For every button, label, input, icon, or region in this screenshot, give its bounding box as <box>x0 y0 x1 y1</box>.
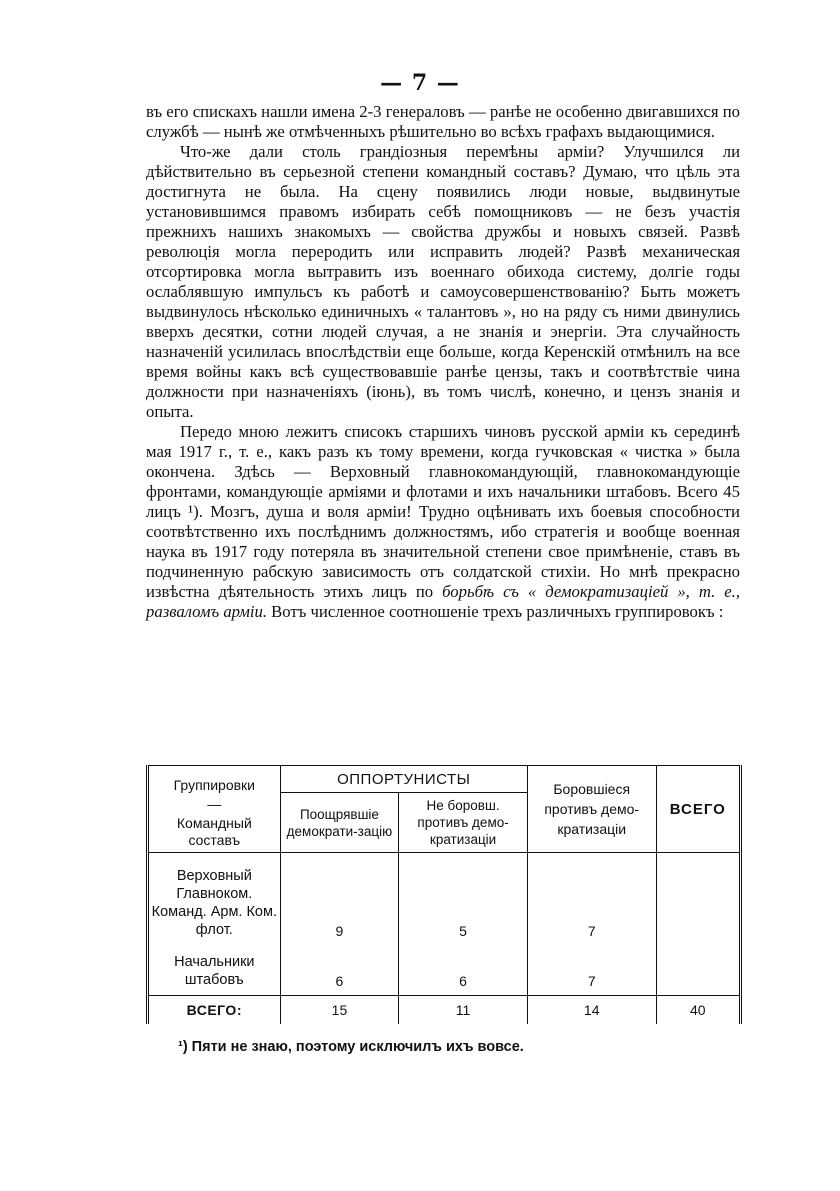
header-fighting: Боровшіеся противъ демо-кратизаціи <box>527 766 656 853</box>
row2-label: Начальники штабовъ <box>148 953 281 996</box>
row2-value-not-fighting: 6 <box>399 953 528 996</box>
paragraph-1: въ его спискахъ нашли имена 2-3 генераловъ — ранѣе не особенно двигавшихся по службѣ — нынѣ же отмѣченныхъ рѣшительно во всѣхъ графахъ выдающимися. <box>146 102 740 141</box>
body-text <box>146 102 740 622</box>
paragraph-3-main: Передо мною лежитъ списокъ старшихъ чиновъ русской арміи къ серединѣ мая 1917 г., т. е., какъ разъ къ тому времени, когда гучковская « чистка » была окончена. Здѣсь — Верховный главнокомандующій, главнокомандующіе фронтами, командующіе арміями и флотами и ихъ начальники штабовъ. Всего 45 лицъ ¹). Мозгъ, душа и воля арміи! Трудно оцѣнивать ихъ боевыя способности соотвѣтственно ихъ послѣднимъ должностямъ, ибо стратегія и вообще военная наука въ 1917 году потеряла въ значительной степени свое примѣненіе, ставъ въ подчиненную рабскую зависимость отъ солдатской стихіи. Но мнѣ прекрасно извѣстна дѣятельность этихъ лицъ по <box>146 422 740 601</box>
table-spacer <box>148 939 741 953</box>
row1-value-fighting: 7 <box>527 867 656 939</box>
table-row <box>148 867 741 939</box>
header-not-fighting: Не боровш. противъ демо-кратизаціи <box>399 793 528 853</box>
row1-label: Верховный Главноком. Команд. Арм. Ком. флот. <box>148 867 281 939</box>
row2-value-encouraging: 6 <box>280 953 399 996</box>
totals-label: ВСЕГО: <box>148 996 281 1025</box>
header-group-line2: Командный <box>176 815 252 831</box>
row1-value-total <box>656 867 740 939</box>
footnote: ¹) Пяти не знаю, поэтому исключилъ ихъ вовсе. <box>178 1039 524 1055</box>
header-encouraging: Поощрявшіе демократи-зацію <box>280 793 399 853</box>
header-group-cell <box>148 766 281 853</box>
table-header-row-1 <box>148 766 741 793</box>
totals-all: 40 <box>656 996 740 1025</box>
page-number: — 7 — <box>380 70 460 96</box>
paragraph-3-italic: борьбѣ съ « демократизаціей », т. е., разваломъ арміи. <box>146 582 741 621</box>
totals-not-fighting: 11 <box>399 996 528 1025</box>
row2-value-total <box>656 953 740 996</box>
header-group-line1: Группировки <box>173 777 256 793</box>
totals-row <box>148 996 741 1025</box>
paragraph-3 <box>146 422 740 622</box>
row1-value-encouraging: 9 <box>280 867 399 939</box>
table-row <box>148 953 741 996</box>
header-group-dash: — <box>207 796 222 812</box>
totals-encouraging: 15 <box>280 996 399 1025</box>
paragraph-3-rest: Вотъ численное соотношеніе трехъ различныхъ группировокъ : <box>267 602 724 621</box>
header-opportunists: ОППОРТУНИСТЫ <box>280 766 527 793</box>
header-total: ВСЕГО <box>656 766 740 853</box>
paragraph-2: Что-же дали столь грандіозныя перемѣны арміи? Улучшился ли дѣйствительно въ серьезной степени командный составъ? Думаю, что цѣль эта достигнута не была. На сцену появились люди новые, выдвинутые установившимся правомъ избирать себѣ помощниковъ — не безъ участія прежнихъ нашихъ знакомыхъ — свойства дружбы и новыхъ связей. Развѣ революція могла переродить или исправить людей? Развѣ механическая отсортировка могла вытравить изъ военнаго обихода систему, долгіе годы ослаблявшую импульсъ къ работѣ и самоусовершенствованію? Быть можетъ выдвинулось нѣсколько единичныхъ « талантовъ », но на ряду съ ними двинулись вверхъ десятки, сотни людей случая, а не знанія и энергіи. Эта случайность назначеній усилилась впослѣдствіи еще больше, когда Керенскій отмѣнилъ на все время войны какъ всѣ существовавшіе ранѣе цензы, такъ и соотвѣтствіе чина должности при назначеніяхъ (іюнь), въ томъ числѣ, конечно, и цензъ знанія и опыта. <box>146 142 740 421</box>
table-spacer <box>148 853 741 868</box>
totals-fighting: 14 <box>527 996 656 1025</box>
header-group-line3: составъ <box>188 832 241 848</box>
groupings-table <box>146 765 742 1024</box>
row1-value-not-fighting: 5 <box>399 867 528 939</box>
row2-value-fighting: 7 <box>527 953 656 996</box>
